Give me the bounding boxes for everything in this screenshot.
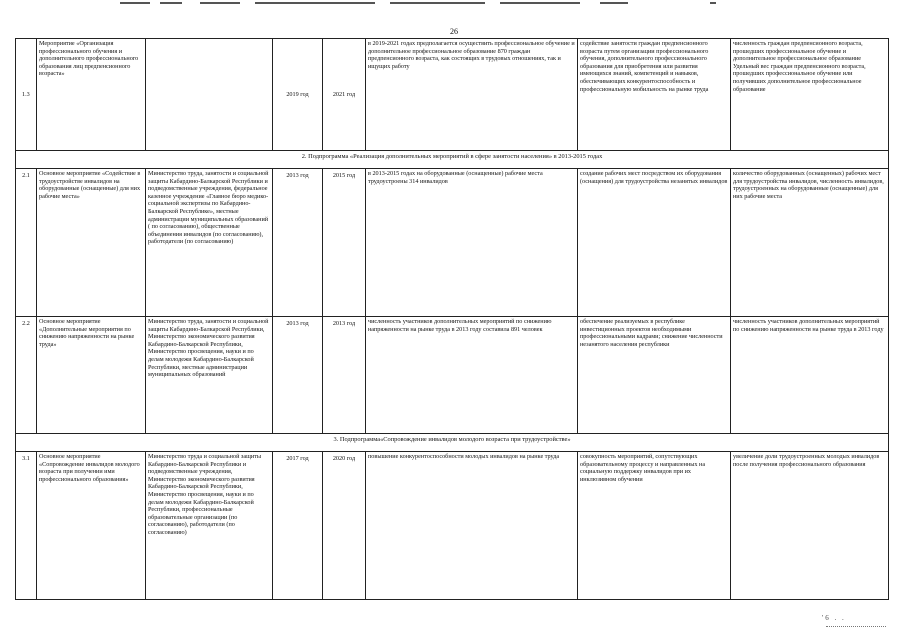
table-row <box>16 317 889 434</box>
expected-result: численность участников дополнительных мероприятий по снижению напряженности на рынке труда в 2013 году составила 891 человек <box>366 317 578 434</box>
start-year: 2013 год <box>273 317 323 434</box>
row-number: 3.1 <box>16 452 37 600</box>
row-number: 2.1 <box>16 169 37 317</box>
indicator: численность граждан предпенсионного возраста, прошедших профессиональное обучение и дополнительное профессиональное образование Удельный вес граждан предпенсионного возраста, прошедших профессиональное обучение или получивших дополнительное профессиональное образование <box>731 39 889 151</box>
executor <box>146 39 273 151</box>
indicator: численность участников дополнительных мероприятий по снижению напряженности на рынке труда в 2013 году <box>731 317 889 434</box>
indicator: увеличение доли трудоустроенных молодых инвалидов после получения профессионального образования <box>731 452 889 600</box>
row-number: 1.3 <box>16 39 37 151</box>
measure-name: Основное мероприятие «Сопровождение инвалидов молодого возраста при получении ими профессионального образования» <box>37 452 146 600</box>
expected-effect: создание рабочих мест посредством их оборудования (оснащения) для трудоустройства незанятых инвалидов <box>578 169 731 317</box>
end-year: 2013 год <box>323 317 366 434</box>
executor: Министерство труда, занятости и социальной защиты Кабардино-Балкарской Республики, Министерство экономического развития Кабардино-Балкарской Республики, Министерство просвещения, науки и по делам молодежи Кабардино-Балкарской Республики, местные администрации муниципальных образований <box>146 317 273 434</box>
end-year: 2020 год <box>323 452 366 600</box>
section-row <box>16 151 889 169</box>
scan-bottom-artifact <box>826 626 886 629</box>
executor: Министерство труда и социальной защиты Кабардино-Балкарской Республики и подведомственные учреждения, Министерство экономического развития Кабардино-Балкарской Республики, Министерство просвещения, науки и по делам молодежи Кабардино-Балкарской Республики, профессиональные образовательные организации (по согласованию), работодатели (по согласованию) <box>146 452 273 600</box>
expected-result: в 2019-2021 годах предполагается осуществить профессиональное обучение и дополнительное профессиональное образование 870 граждан предпенсионного возраста, как состоящих в трудовых отношениях, так и ищущих работу <box>366 39 578 151</box>
start-year: 2013 год <box>273 169 323 317</box>
start-year: 2017 год <box>273 452 323 600</box>
expected-effect: обеспечение реализуемых в республике инвестиционных проектов необходимыми профессиональными кадрами; снижение численности незанятого населения республики <box>578 317 731 434</box>
measure-name: Основное мероприятие «Содействие в трудоустройстве инвалидов на оборудованные (оснащенные) для них рабочие места» <box>37 169 146 317</box>
section-title-3: 3. Подпрограмма«Сопровождение инвалидов молодого возраста при трудоустройстве» <box>16 434 889 452</box>
footer-mark: '6 . . <box>822 614 846 622</box>
measure-name: Мероприятие «Организация профессионального обучения и дополнительного профессионального образования лиц предпенсионного возраста» <box>37 39 146 151</box>
section-row <box>16 434 889 452</box>
table-row <box>16 169 889 317</box>
program-table <box>15 38 889 600</box>
expected-effect: совокупность мероприятий, сопутствующих образовательному процессу и направленных на социальную поддержку инвалидов при их инклюзивном обучении <box>578 452 731 600</box>
end-year: 2015 год <box>323 169 366 317</box>
executor: Министерство труда, занятости и социальной защиты Кабардино-Балкарской Республики и подведомственные учреждения, федеральное казенное учреждение «Главное бюро медико-социальной экспертизы по Кабардино-Балкарской Республике», местные администрации муниципальных образований ( по согласованию), общественные объединения инвалидов (по согласованию), работодатели (по согласованию) <box>146 169 273 317</box>
expected-result: в 2013-2015 годах на оборудованные (оснащенные) рабочие места трудоустроены 314 инвалидов <box>366 169 578 317</box>
table-row <box>16 39 889 151</box>
table-row <box>16 452 889 600</box>
measure-name: Основное мероприятие «Дополнительные мероприятия по снижению напряженности на рынке труда» <box>37 317 146 434</box>
indicator: количество оборудованных (оснащенных) рабочих мест для трудоустройства инвалидов, численность инвалидов, трудоустроенных на оборудованные (оснащенные) для них рабочие места <box>731 169 889 317</box>
section-title-2: 2. Подпрограмма «Реализация дополнительных мероприятий в сфере занятости населения» в 2013-2015 годах <box>16 151 889 169</box>
start-year: 2019 год <box>273 39 323 151</box>
expected-result: повышение конкурентоспособности молодых инвалидов на рынке труда <box>366 452 578 600</box>
page-number: 26 <box>450 27 458 36</box>
expected-effect: содействие занятости граждан предпенсионного возраста путем организации профессионального обучения, дополнительного профессионального образования для приобретения или развития имеющихся знаний, компетенций и навыков, обеспечивающих конкурентоспособность и профессиональную мобильность на рынке труда <box>578 39 731 151</box>
row-number: 2.2 <box>16 317 37 434</box>
end-year: 2021 год <box>323 39 366 151</box>
scan-top-artifacts <box>0 0 905 10</box>
